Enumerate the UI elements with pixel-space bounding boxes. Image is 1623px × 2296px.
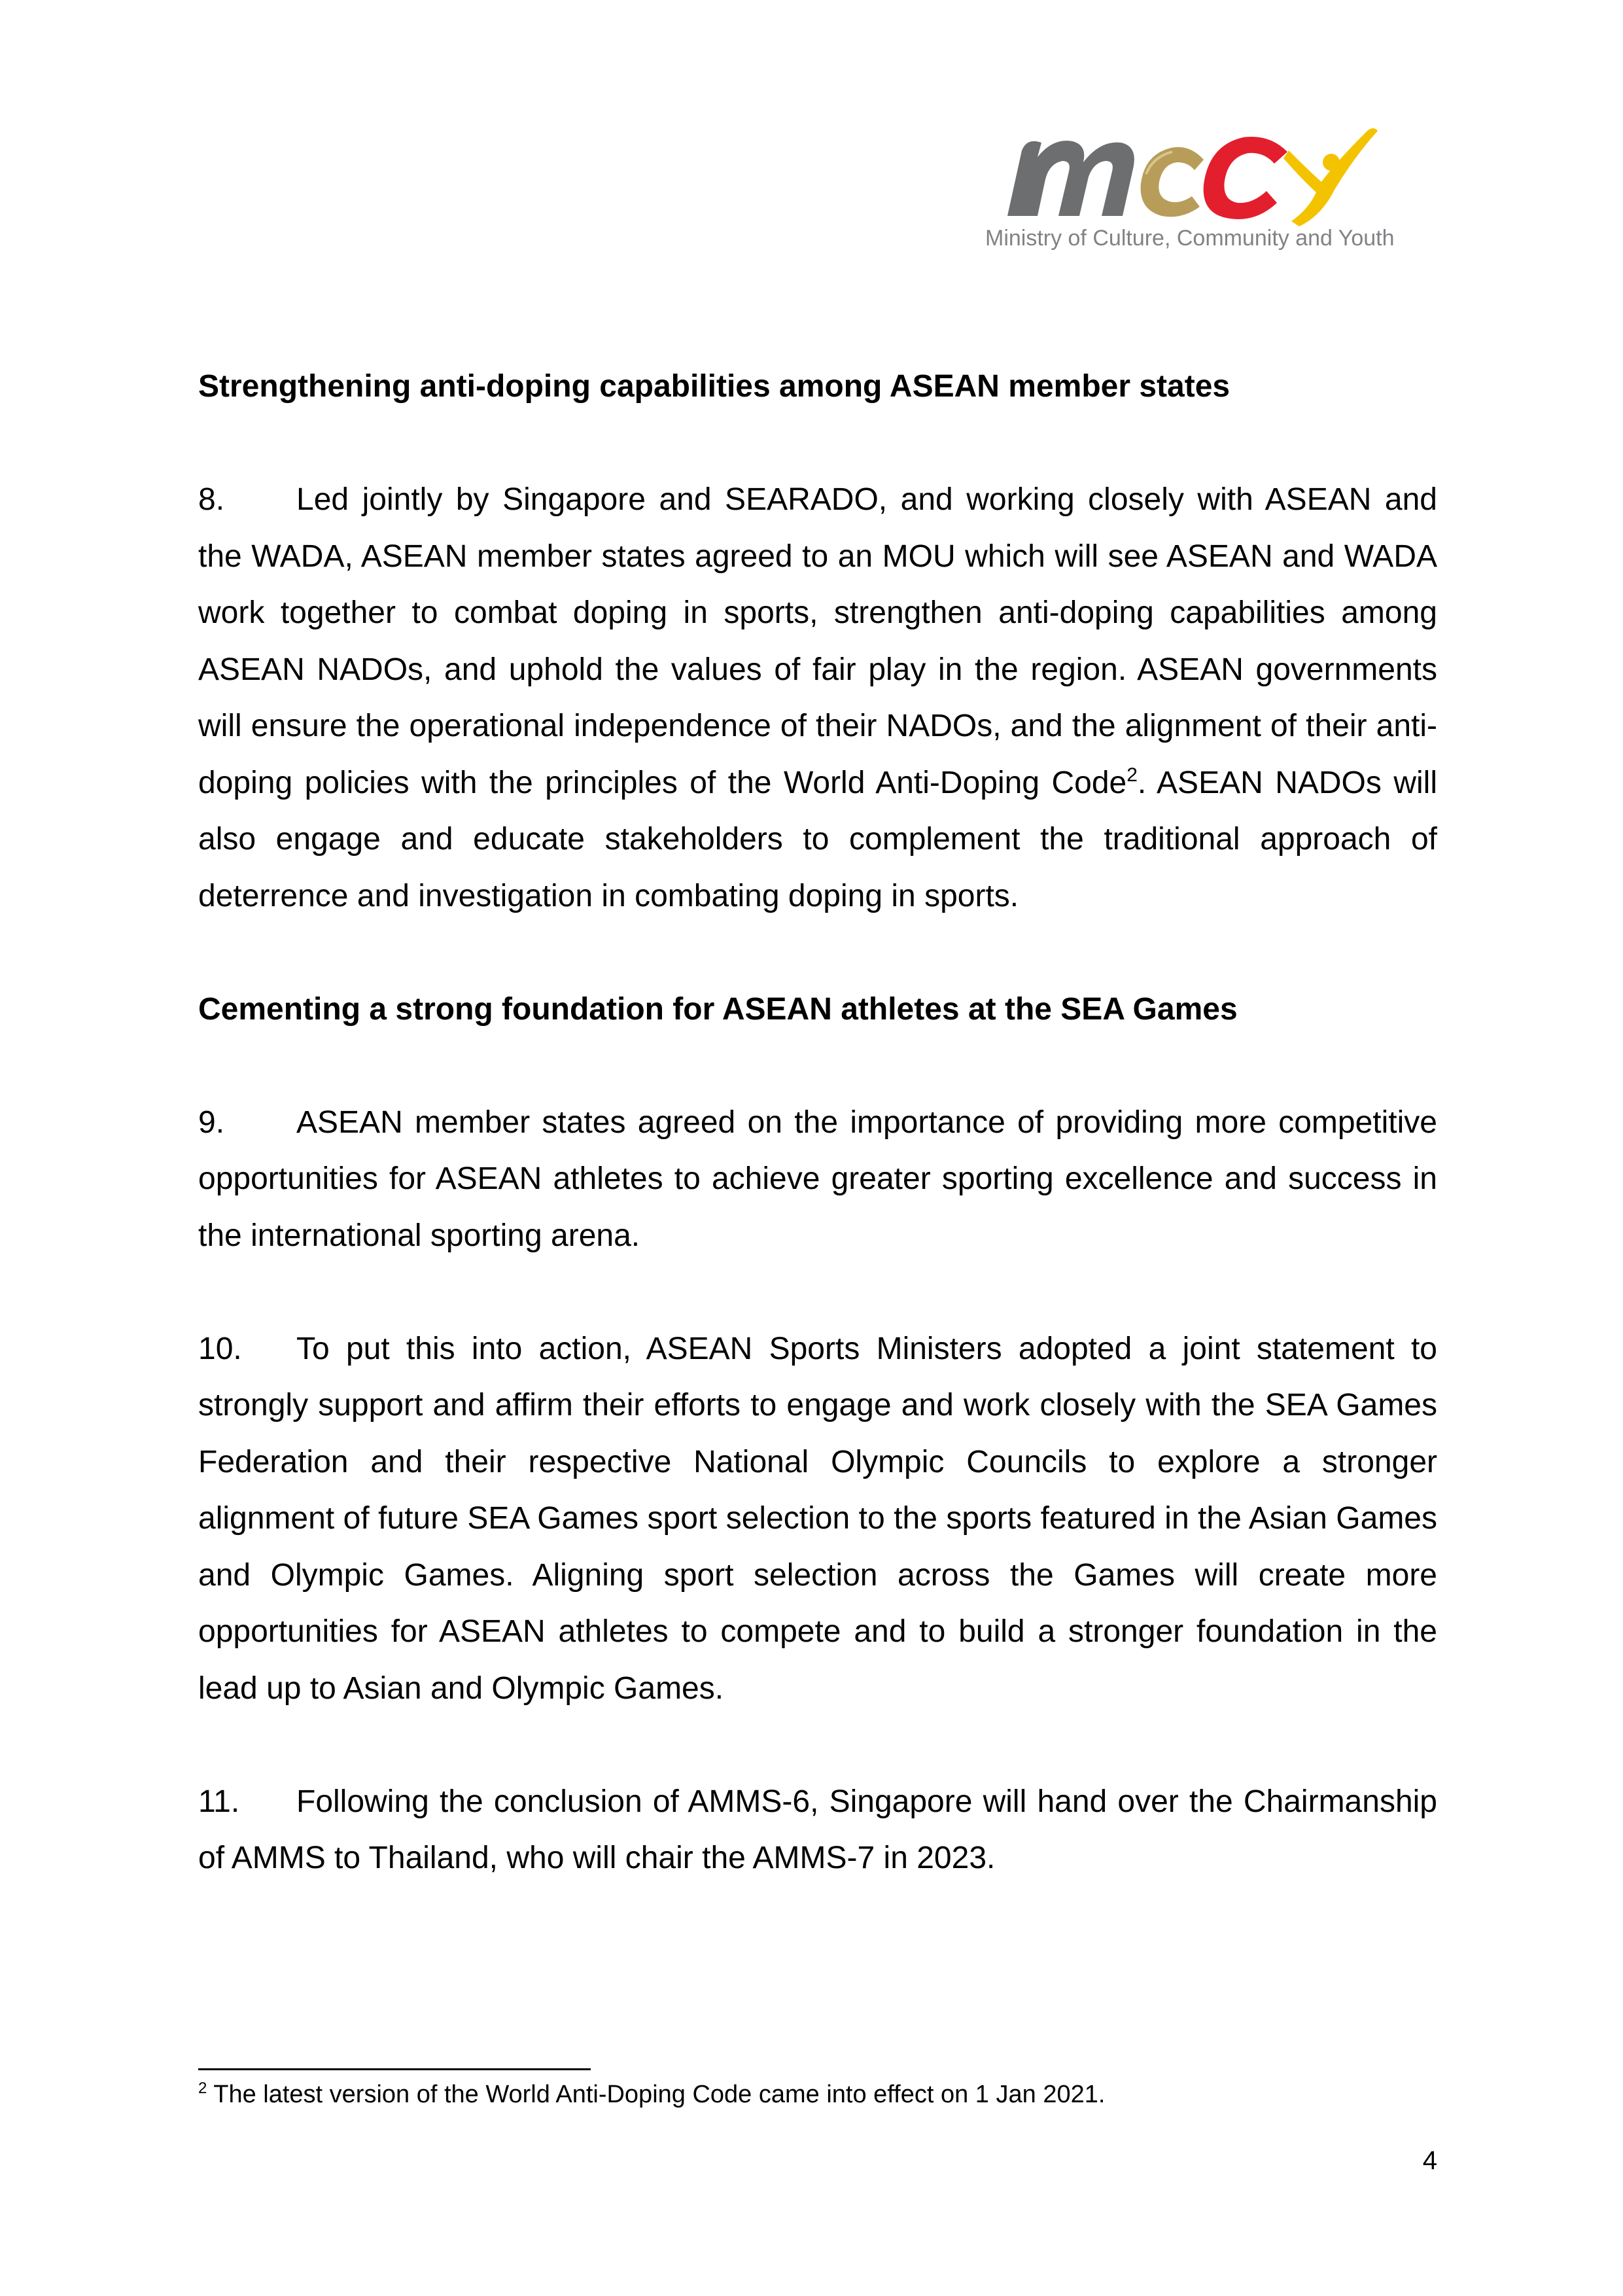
section-heading-anti-doping: Strengthening anti-doping capabilities among ASEAN member states xyxy=(198,369,1230,404)
footnote xyxy=(198,2079,1105,2110)
paragraph-text: Led jointly by Singapore and SEARADO, and working closely with ASEAN and the WADA, ASEAN member states agreed to an MOU which will see ASEAN and WADA work together to combat doping in sports, strengthen anti-doping capabilities among ASEAN NADOs, and uphold the values of fair play in the region. ASEAN governments will ensure the operational independence of their NADOs, and the alignment of their anti-doping policies with the principles of the World Anti-Doping Code xyxy=(198,482,1437,800)
paragraph-text: Following the conclusion of AMMS-6, Singapore will hand over the Chairmanship of AMMS to Thailand, who will chair the AMMS-7 in 2023. xyxy=(198,1784,1437,1875)
paragraph-8 xyxy=(198,472,1437,925)
footnote-marker: 2 xyxy=(198,2079,207,2097)
logo-caption: Ministry of Culture, Community and Youth xyxy=(985,226,1395,251)
document-body xyxy=(198,359,1437,1887)
paragraph-text-continued: . ASEAN NADOs will also engage and educate stakeholders to complement the traditional approach of deterrence and investigation in combating doping in sports. xyxy=(198,765,1437,913)
footnote-separator xyxy=(198,2068,591,2070)
page-number: 4 xyxy=(1422,2146,1437,2175)
paragraph-number: 10. xyxy=(198,1331,242,1366)
footnote-text: The latest version of the World Anti-Doping Code came into effect on 1 Jan 2021. xyxy=(213,2081,1106,2108)
paragraph-11 xyxy=(198,1774,1437,1887)
logo-letter-m xyxy=(1007,141,1134,216)
paragraph-text: To put this into action, ASEAN Sports Ministers adopted a joint statement to strongly support and affirm their efforts to engage and work closely with the SEA Games Federation and their respective National Olympic Councils to explore a stronger alignment of future SEA Games sport selection to the sports featured in the Asian Games and Olympic Games. Aligning sport selection across the Games will create more opportunities for ASEAN athletes to compete and to build a stronger foundation in the lead up to Asian and Olympic Games. xyxy=(198,1331,1437,1706)
section-heading-sea-games: Cementing a strong foundation for ASEAN athletes at the SEA Games xyxy=(198,991,1238,1027)
logo-letter-c2 xyxy=(1204,137,1287,219)
mccy-logo-icon xyxy=(981,111,1433,229)
paragraph-9 xyxy=(198,1095,1437,1265)
paragraph-10 xyxy=(198,1321,1437,1718)
footnote-reference[interactable]: 2 xyxy=(1126,764,1138,786)
logo-letter-y xyxy=(1283,128,1378,226)
paragraph-number: 8. xyxy=(198,482,225,517)
paragraph-number: 11. xyxy=(198,1784,240,1819)
logo-letter-c1 xyxy=(1141,147,1204,217)
paragraph-text: ASEAN member states agreed on the importance of providing more competitive opportunities for ASEAN athletes to achieve greater sporting excellence and success in the international sporting arena. xyxy=(198,1104,1437,1253)
paragraph-number: 9. xyxy=(198,1104,225,1140)
